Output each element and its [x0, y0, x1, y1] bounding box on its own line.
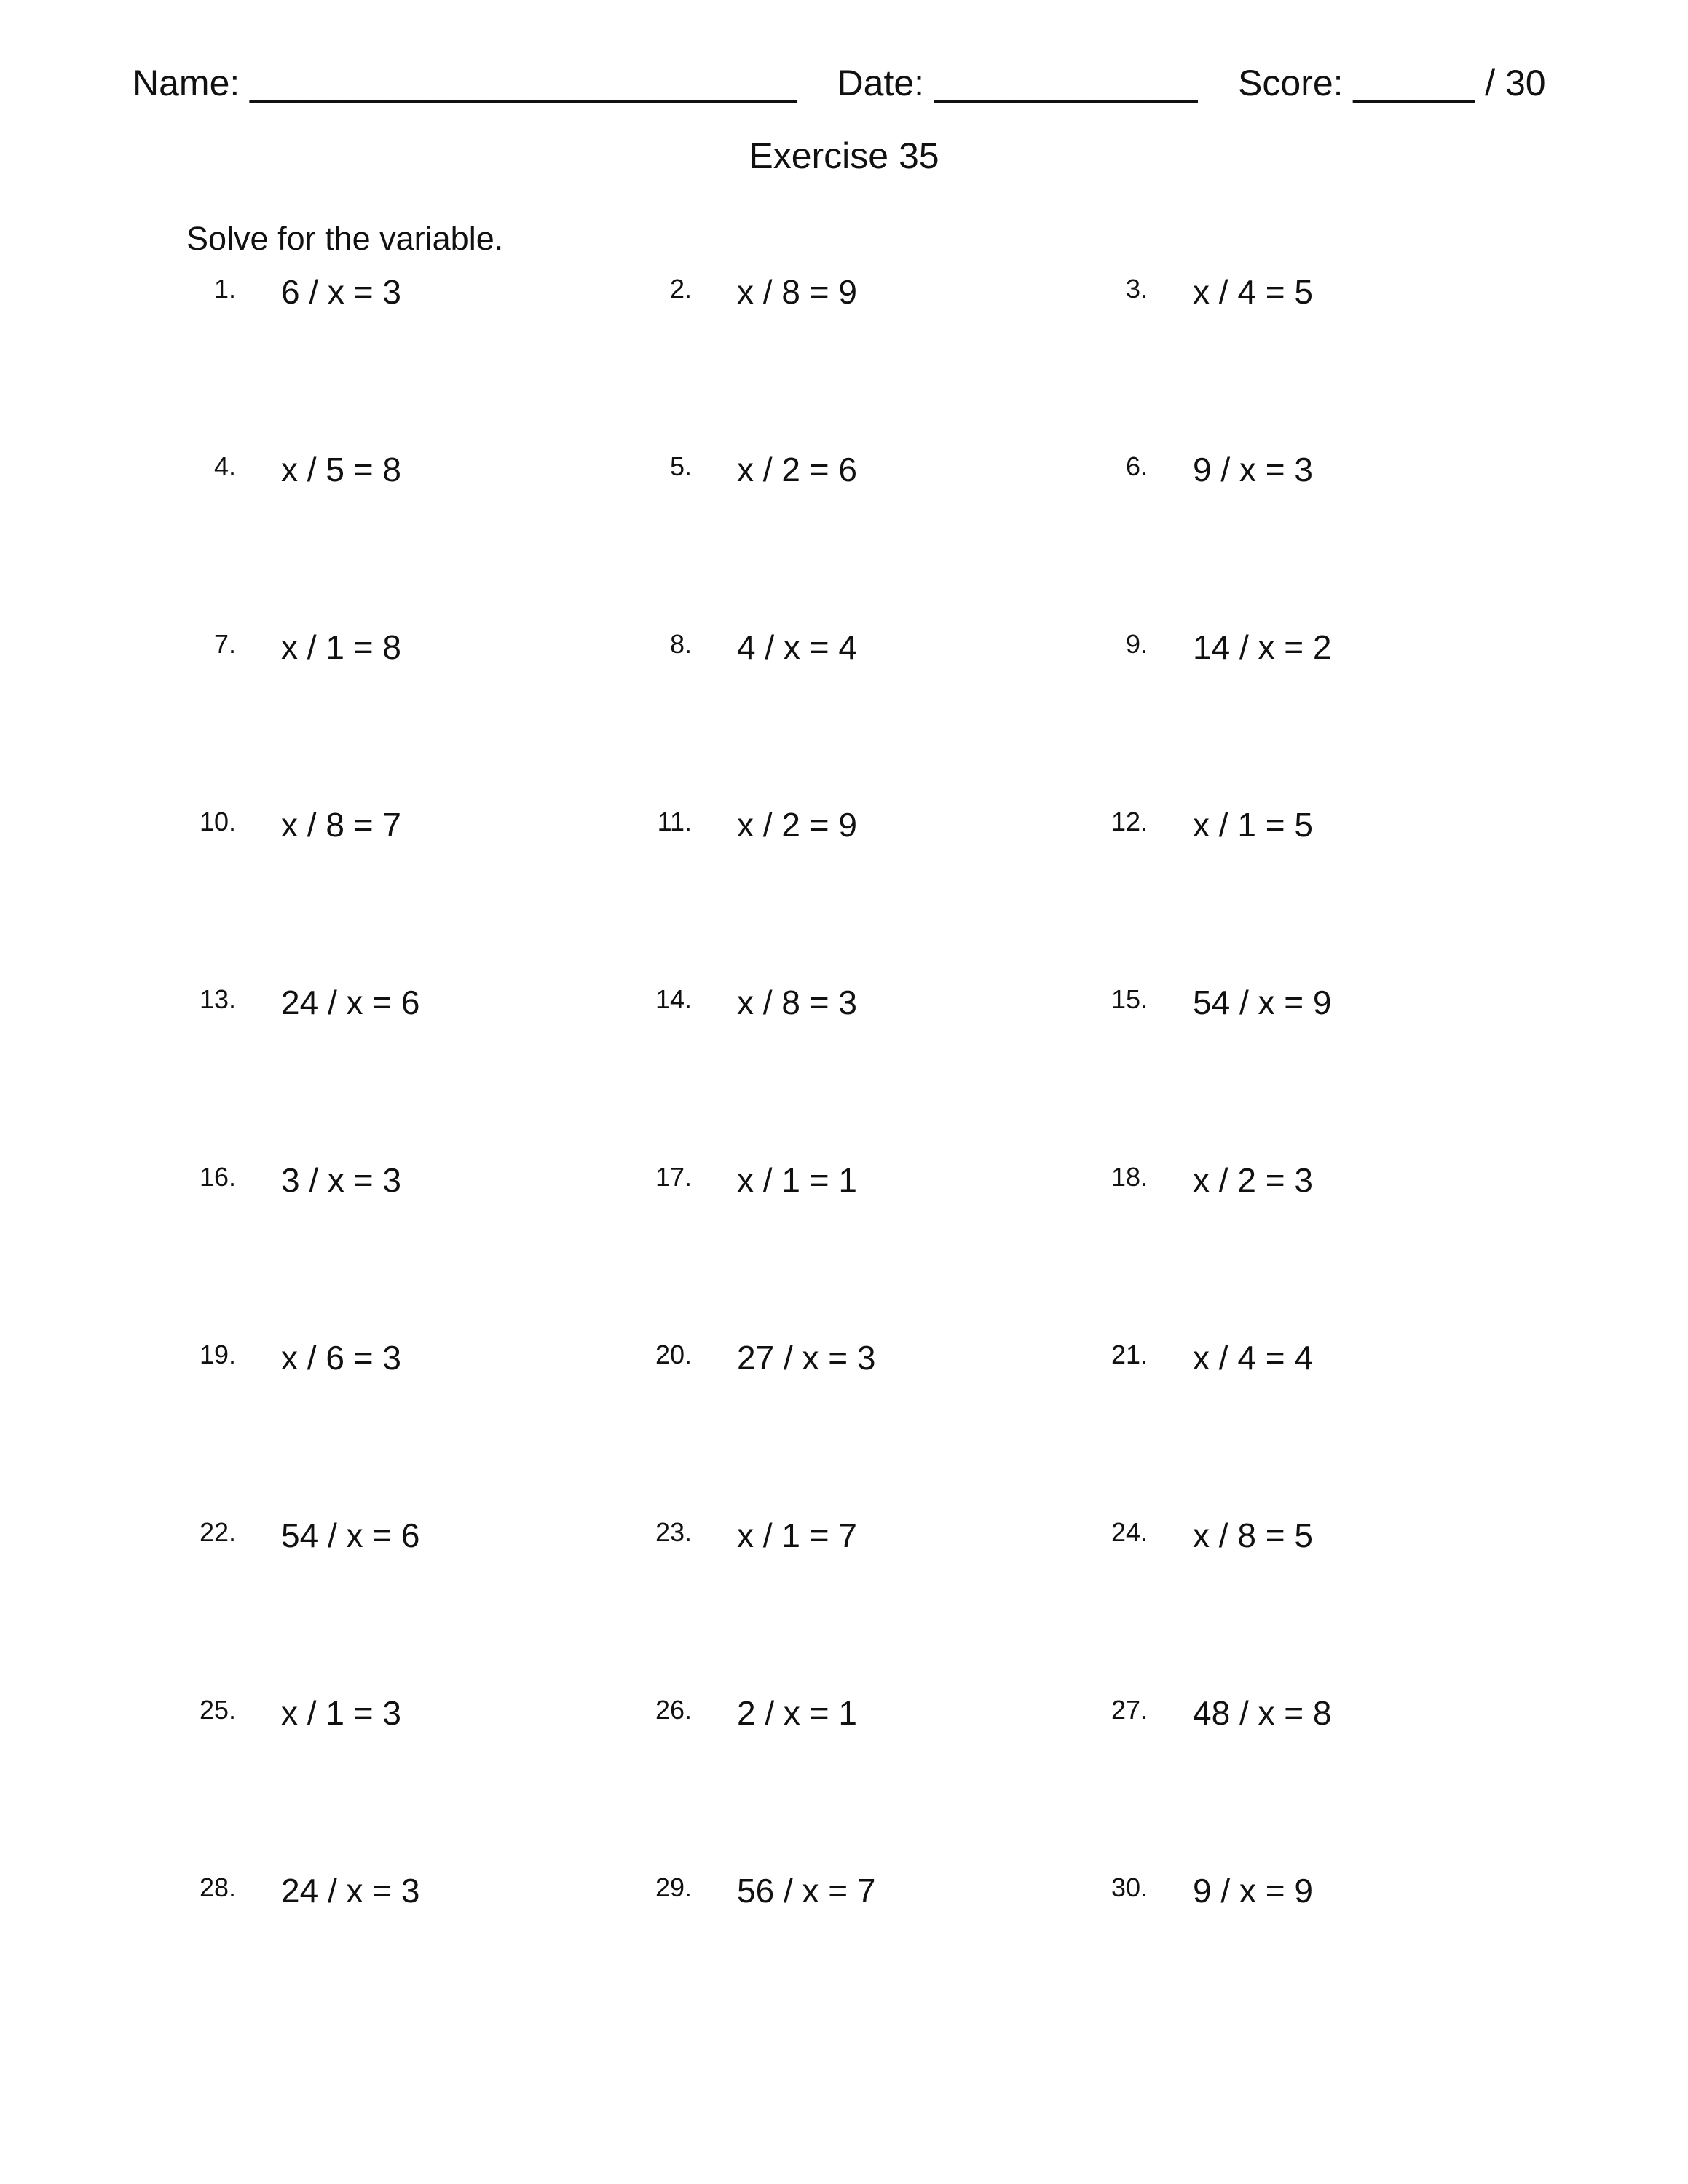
equation-text: x / 6 = 3	[281, 1339, 401, 1377]
equation-text: x / 1 = 7	[737, 1516, 857, 1554]
problem-number-label: 22.	[199, 1517, 236, 1547]
equation-text: x / 1 = 5	[1193, 806, 1313, 844]
problem-number-label: 23.	[655, 1517, 692, 1547]
equation-text: 27 / x = 3	[737, 1339, 876, 1377]
problem-number-label: 3.	[1125, 274, 1148, 304]
equation-text: 54 / x = 6	[281, 1516, 420, 1554]
problem-number-label: 11.	[657, 807, 692, 836]
equation-text: x / 2 = 9	[737, 806, 857, 844]
equation-text: x / 1 = 8	[281, 628, 401, 666]
problem-number-label: 7.	[213, 629, 236, 659]
name-field[interactable]: Name: ___________________________	[133, 63, 797, 103]
instructions: Solve for the variable.	[186, 220, 504, 257]
problem-number-label: 1.	[213, 274, 236, 304]
problem-number-label: 2.	[669, 274, 692, 304]
problem-number-label: 15.	[1111, 984, 1148, 1014]
equation-text: 14 / x = 2	[1193, 628, 1332, 666]
equation-text: x / 2 = 6	[737, 451, 857, 488]
problem-number-label: 12.	[1111, 807, 1148, 836]
equation-text: 56 / x = 7	[737, 1872, 876, 1910]
equation-text: 54 / x = 9	[1193, 984, 1332, 1021]
problem-number-label: 5.	[669, 451, 692, 481]
equation-text: 4 / x = 4	[737, 628, 857, 666]
problem-number-label: 6.	[1125, 451, 1148, 481]
problem-number-label: 8.	[669, 629, 692, 659]
equation-text: x / 1 = 1	[737, 1161, 857, 1199]
worksheet-header	[133, 57, 1546, 109]
equation-text: x / 5 = 8	[281, 451, 401, 488]
problem-number-label: 13.	[199, 984, 236, 1014]
problem-number-label: 18.	[1111, 1162, 1148, 1192]
problem-number-label: 25.	[199, 1695, 236, 1725]
worksheet-title: Exercise 35	[749, 135, 939, 176]
equation-text: 24 / x = 6	[281, 984, 420, 1021]
problem-number-label: 16.	[199, 1162, 236, 1192]
problem-number-label: 17.	[655, 1162, 692, 1192]
equation-text: 3 / x = 3	[281, 1161, 401, 1199]
problem-number-label: 27.	[1111, 1695, 1148, 1725]
equation-text: x / 8 = 7	[281, 806, 401, 844]
score-field: Score: ______ / 30	[1238, 63, 1546, 103]
problem-number-label: 29.	[655, 1872, 692, 1902]
equation-text: x / 4 = 4	[1193, 1339, 1313, 1377]
problem-number-label: 21.	[1111, 1340, 1148, 1369]
equation-text: 9 / x = 3	[1193, 451, 1313, 488]
equation-text: 2 / x = 1	[737, 1694, 857, 1732]
problem-number-label: 28.	[199, 1872, 236, 1902]
equation-text: x / 4 = 5	[1193, 273, 1313, 311]
problem-number-label: 14.	[655, 984, 692, 1014]
problem-number-label: 30.	[1111, 1872, 1148, 1902]
equation-text: 48 / x = 8	[1193, 1694, 1332, 1732]
problem-number-label: 10.	[199, 807, 236, 836]
equation-text: x / 1 = 3	[281, 1694, 401, 1732]
equation-text: x / 8 = 9	[737, 273, 857, 311]
problem-number-label: 4.	[213, 451, 236, 481]
equation-text: 24 / x = 3	[281, 1872, 420, 1910]
problem-number-label: 19.	[199, 1340, 236, 1369]
equation-text: x / 2 = 3	[1193, 1161, 1313, 1199]
problem-number-label: 26.	[655, 1695, 692, 1725]
equation-text: 6 / x = 3	[281, 273, 401, 311]
date-field[interactable]: Date: _____________	[837, 63, 1198, 103]
problem-number-label: 24.	[1111, 1517, 1148, 1547]
equation-text: 9 / x = 9	[1193, 1872, 1313, 1910]
equation-text: x / 8 = 5	[1193, 1516, 1313, 1554]
problem-number-label: 20.	[655, 1340, 692, 1369]
problem-number-label: 9.	[1125, 629, 1148, 659]
equation-text: x / 8 = 3	[737, 984, 857, 1021]
